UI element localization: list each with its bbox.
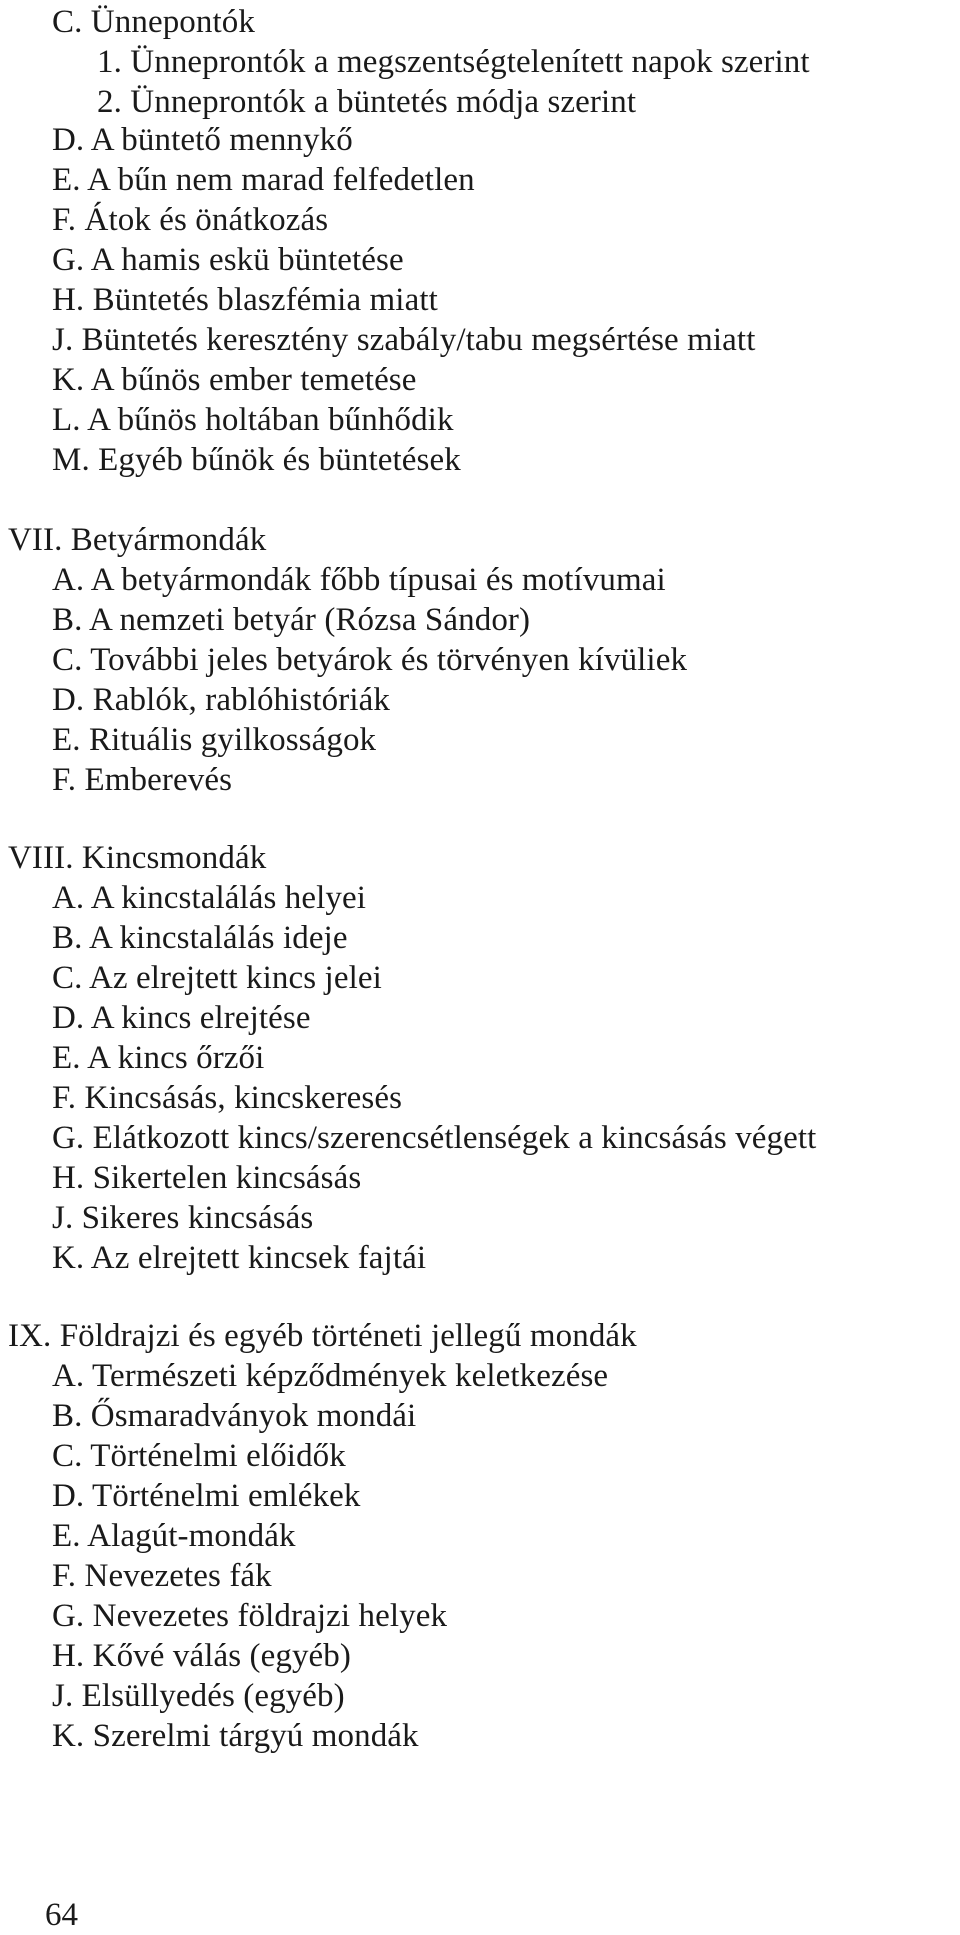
section-item: M. Egyéb bűnök és büntetések [52, 442, 461, 478]
page-number: 64 [45, 1897, 78, 1933]
subsection-item: 2. Ünneprontók a büntetés módja szerint [97, 84, 637, 120]
section-item: J. Elsüllyedés (egyéb) [52, 1678, 345, 1714]
section-item: C. További jeles betyárok és törvényen kívüliek [52, 642, 688, 678]
section-item: F. Emberevés [52, 762, 233, 798]
chapter-heading: VIII. Kincsmondák [8, 840, 267, 876]
section-item: D. Rablók, rablóhistóriák [52, 682, 390, 718]
section-item: D. A büntető mennykő [52, 122, 353, 158]
section-item: J. Büntetés keresztény szabály/tabu megsértése miatt [52, 322, 756, 358]
section-item: B. A nemzeti betyár (Rózsa Sándor) [52, 602, 531, 638]
section-item: A. Természeti képződmények keletkezése [52, 1358, 609, 1394]
section-item: H. Sikertelen kincsásás [52, 1160, 362, 1196]
subsection-item: 1. Ünneprontók a megszentségtelenített napok szerint [97, 44, 810, 80]
section-item: B. Ősmaradványok mondái [52, 1398, 417, 1434]
section-item: B. A kincstalálás ideje [52, 920, 348, 956]
section-item: F. Nevezetes fák [52, 1558, 272, 1594]
section-item: G. A hamis eskü büntetése [52, 242, 404, 278]
section-item: F. Átok és önátkozás [52, 202, 329, 238]
section-item: E. Alagút-mondák [52, 1518, 296, 1554]
section-item: C. Az elrejtett kincs jelei [52, 960, 382, 996]
section-item: E. Rituális gyilkosságok [52, 722, 377, 758]
section-item: E. A bűn nem marad felfedetlen [52, 162, 475, 198]
section-item: L. A bűnös holtában bűnhődik [52, 402, 454, 438]
chapter-heading: VII. Betyármondák [8, 522, 267, 558]
section-item: A. A kincstalálás helyei [52, 880, 366, 916]
section-item: A. A betyármondák főbb típusai és motívumai [52, 562, 666, 598]
section-item: G. Nevezetes földrajzi helyek [52, 1598, 448, 1634]
section-item: F. Kincsásás, kincskeresés [52, 1080, 403, 1116]
chapter-heading: IX. Földrajzi és egyéb történeti jellegű mondák [8, 1318, 637, 1354]
section-item: G. Elátkozott kincs/szerencsétlenségek a kincsásás végett [52, 1120, 817, 1156]
section-item: H. Büntetés blaszfémia miatt [52, 282, 438, 318]
section-item: C. Történelmi előidők [52, 1438, 346, 1474]
section-item: J. Sikeres kincsásás [52, 1200, 314, 1236]
section-item: K. A bűnös ember temetése [52, 362, 417, 398]
section-item: E. A kincs őrzői [52, 1040, 265, 1076]
section-item: D. A kincs elrejtése [52, 1000, 311, 1036]
section-item: C. Ünnepontók [52, 4, 255, 40]
section-item: K. Az elrejtett kincsek fajtái [52, 1240, 427, 1276]
section-item: D. Történelmi emlékek [52, 1478, 361, 1514]
section-item: K. Szerelmi tárgyú mondák [52, 1718, 419, 1754]
section-item: H. Kővé válás (egyéb) [52, 1638, 351, 1674]
